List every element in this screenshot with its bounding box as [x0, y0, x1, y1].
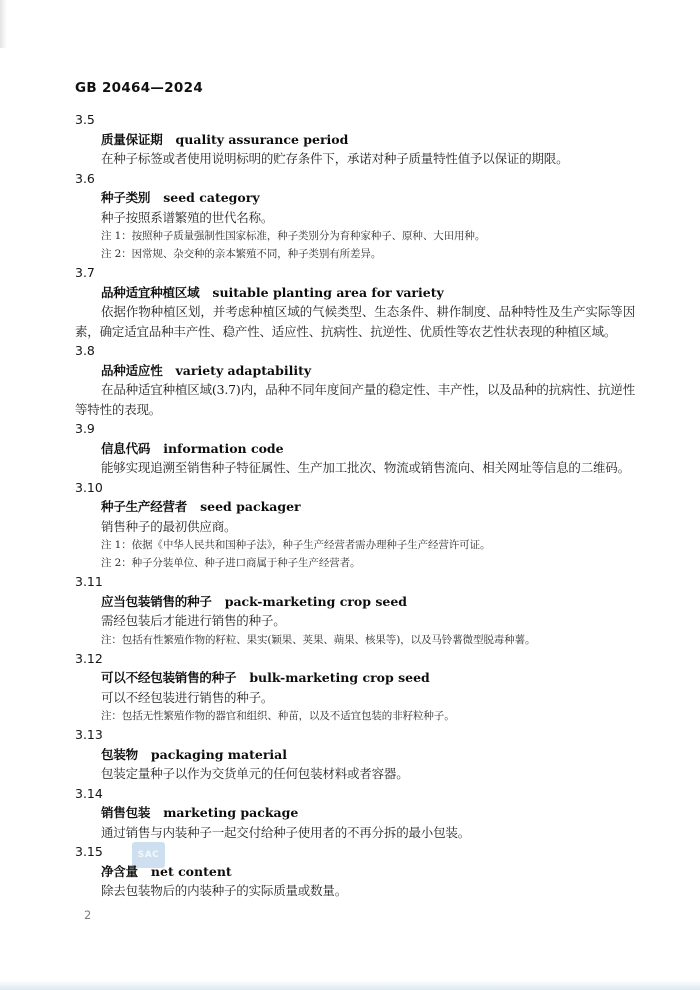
- section-number: 3.11: [75, 574, 103, 589]
- definition-text: 需经包装后才能进行销售的种子。: [101, 613, 286, 628]
- section-number: 3.6: [75, 170, 95, 186]
- section-number: 3.15: [75, 844, 103, 859]
- term-english: information code: [163, 440, 284, 456]
- term-line: [75, 862, 635, 882]
- term-english: suitable planting area for variety: [212, 284, 444, 300]
- definition-text: 通过销售与内装种子一起交付给种子使用者的不再分拆的最小包装。: [101, 824, 471, 840]
- term-english: seed packager: [200, 499, 301, 514]
- definition-section: [75, 572, 635, 649]
- term-chinese: 品种适宜种植区域: [101, 284, 200, 300]
- term-line: [75, 592, 635, 612]
- definition-text: 在品种适宜种植区域(3.7)内，品种不同年度间产量的稳定性、丰产性，以及品种的抗病性、抗逆性等特性的表现。: [75, 382, 635, 417]
- term-english: net content: [150, 863, 232, 879]
- scan-artifact-corner: [0, 0, 7, 48]
- note-text: 注 1：依据《中华人民共和国种子法》，种子生产经营者需办理种子生产经营许可证。: [101, 539, 491, 551]
- term-chinese: 净含量: [101, 863, 138, 879]
- definition-section: [75, 419, 635, 478]
- section-number: 3.9: [75, 421, 95, 436]
- definition-section: [75, 169, 635, 264]
- term-english: quality assurance period: [175, 131, 349, 147]
- definition-section: [75, 110, 635, 169]
- definition-text: 销售种子的最初供应商。: [101, 518, 237, 534]
- term-chinese: 种子类别: [101, 190, 151, 205]
- term-chinese: 质量保证期: [101, 131, 163, 147]
- term-english: bulk-marketing crop seed: [249, 670, 430, 685]
- term-line: [75, 188, 635, 208]
- section-number: 3.7: [75, 265, 95, 280]
- term-english: pack-marketing crop seed: [224, 593, 408, 609]
- section-number: 3.8: [75, 343, 95, 358]
- term-chinese: 可以不经包装销售的种子: [101, 670, 237, 685]
- term-line: [75, 283, 635, 303]
- definition-text: 能够实现追溯至销售种子特征属性、生产加工批次、物流或销售流向、相关网址等信息的二维码。: [101, 460, 630, 475]
- page-number: 2: [84, 908, 92, 922]
- definition-text: 种子按照系谱繁殖的世代名称。: [101, 209, 274, 225]
- term-english: packaging material: [150, 746, 288, 762]
- term-chinese: 种子生产经营者: [101, 499, 188, 514]
- note-text: 注：包括有性繁殖作物的籽粒、果实(颖果、荚果、蒴果、核果等)，以及马铃薯微型脱毒种薯。: [101, 633, 536, 646]
- definition-section: [75, 842, 635, 901]
- term-english: variety adaptability: [175, 362, 312, 378]
- note-text: 注 1：按照种子质量强制性国家标准，种子类别分为育种家种子、原种、大田用种。: [101, 230, 486, 242]
- section-number: 3.10: [75, 479, 103, 495]
- term-chinese: 信息代码: [101, 440, 151, 456]
- term-line: [75, 361, 635, 381]
- definition-section: [75, 725, 635, 784]
- note-text: 注 2：种子分装单位、种子进口商属于种子生产经营者。: [101, 557, 361, 569]
- note-text: 注：包括无性繁殖作物的器官和组织、种苗，以及不适宜包装的非籽粒种子。: [101, 710, 455, 722]
- standard-number-header: GB 20464—2024: [75, 80, 204, 96]
- term-chinese: 品种适应性: [101, 362, 163, 378]
- definition-text: 可以不经包装进行销售的种子。: [101, 689, 274, 705]
- section-number: 3.5: [75, 112, 95, 127]
- term-line: [75, 745, 635, 765]
- page-bottom-edge: [0, 980, 700, 990]
- term-line: [75, 803, 635, 823]
- term-chinese: 应当包装销售的种子: [101, 593, 212, 609]
- definition-text: 包装定量种子以作为交货单元的任何包装材料或者容器。: [101, 766, 409, 781]
- definition-text: 依据作物种植区划，并考虑种植区域的气候类型、生态条件、耕作制度、品种特性及生产实际等因素，确定适宜品种丰产性、稳产性、适应性、抗病性、抗逆性、优质性等农艺性状表现的种植区域。: [75, 304, 635, 339]
- term-english: seed category: [163, 190, 260, 205]
- section-number: 3.14: [75, 785, 103, 801]
- definition-text: 在种子标签或者使用说明标明的贮存条件下，承诺对种子质量特性值予以保证的期限。: [101, 151, 569, 166]
- term-line: [75, 497, 635, 517]
- definition-section: [75, 784, 635, 843]
- definition-section: [75, 649, 635, 726]
- section-number: 3.13: [75, 727, 103, 742]
- definition-text: 除去包装物后的内装种子的实际质量或数量。: [101, 883, 348, 898]
- term-line: [75, 668, 635, 688]
- section-number: 3.12: [75, 650, 103, 666]
- term-chinese: 包装物: [101, 746, 138, 762]
- definitions-content: [75, 110, 635, 901]
- term-line: [75, 439, 635, 459]
- term-english: marketing package: [163, 805, 299, 820]
- sac-watermark: SAC: [132, 842, 165, 868]
- definition-section: [75, 478, 635, 573]
- note-text: 注 2：因常规、杂交种的亲本繁殖不同，种子类别有所差异。: [101, 248, 382, 260]
- term-chinese: 销售包装: [101, 805, 151, 820]
- definition-section: [75, 341, 635, 419]
- term-line: [75, 130, 635, 150]
- definition-section: [75, 263, 635, 341]
